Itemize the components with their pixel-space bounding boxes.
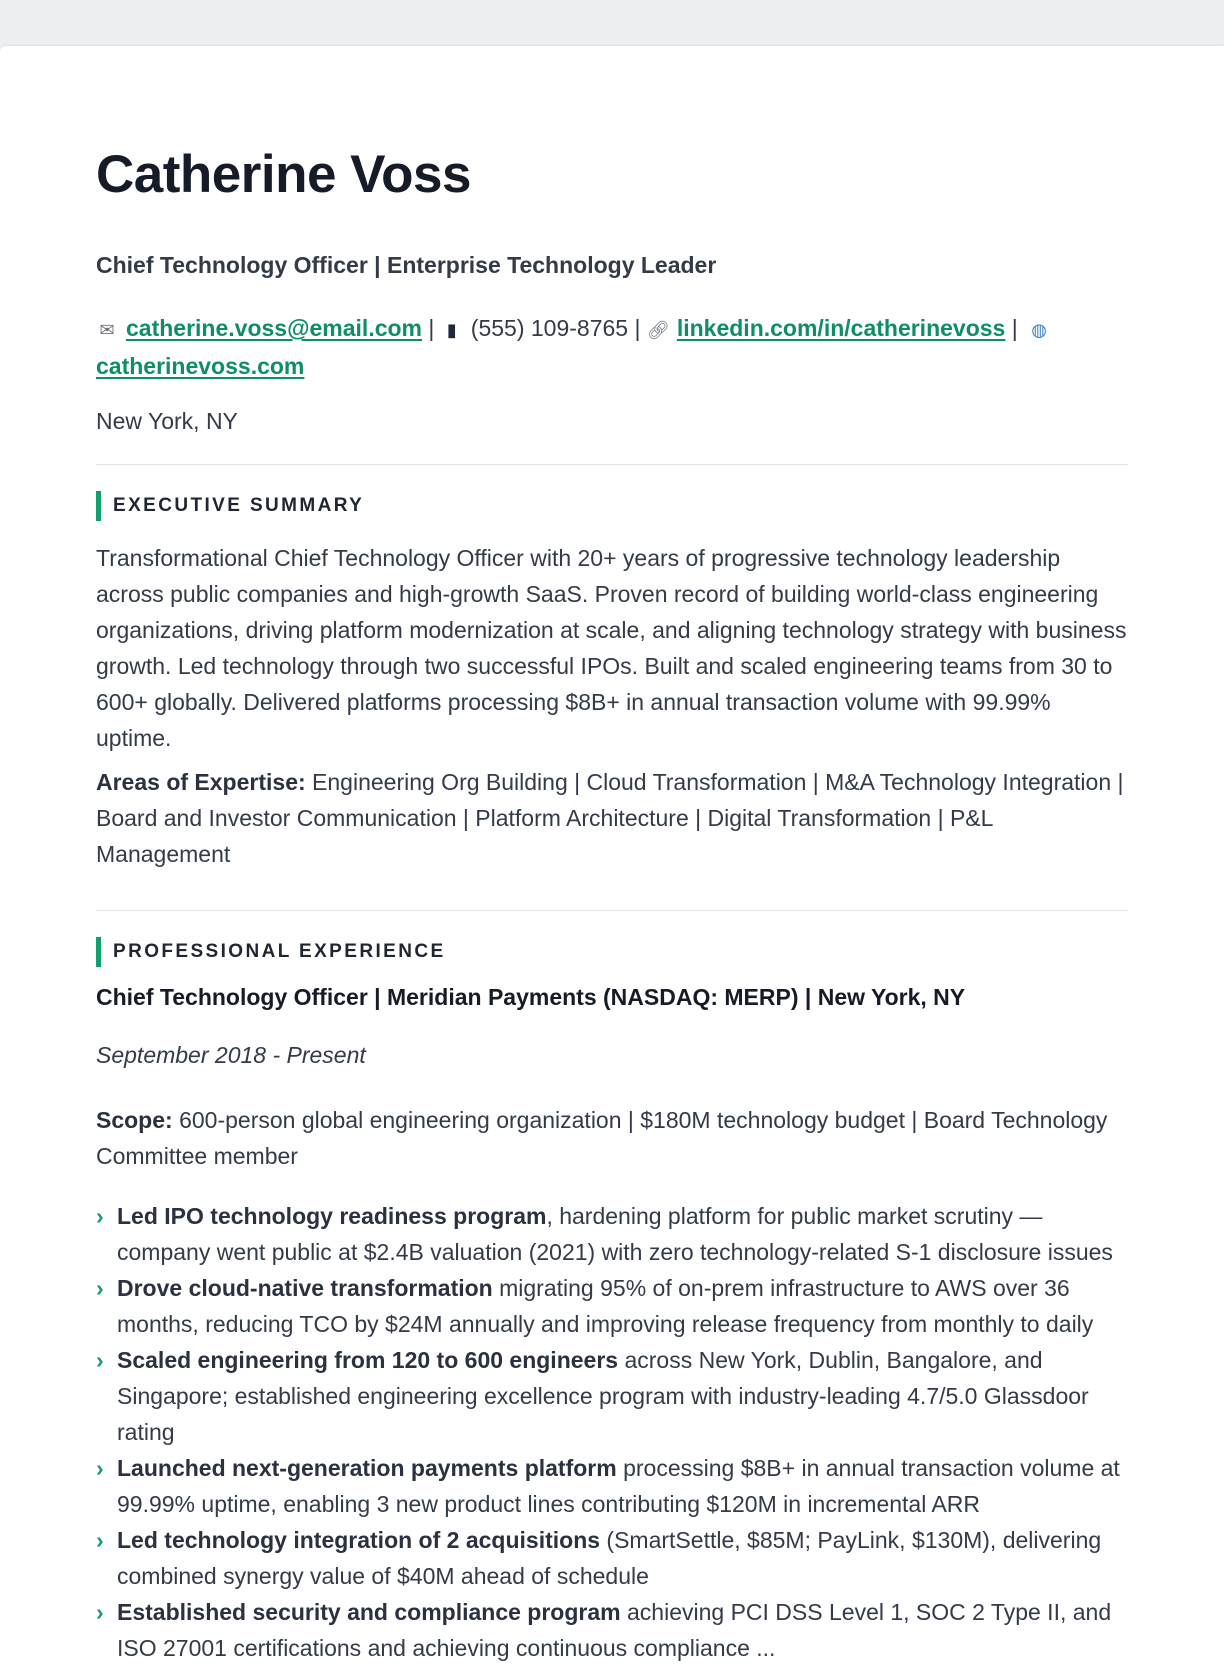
achievement-item [96, 1198, 1128, 1270]
achievement-highlight: Led technology integration of 2 acquisitions [117, 1527, 601, 1553]
achievement-text: achieving PCI DSS Level 1, SOC 2 Type II, and ISO 27001 certifications and achieving continuous compliance ... [117, 1599, 1112, 1661]
chevron-right-icon: › [96, 1527, 104, 1553]
chevron-right-icon: › [96, 1599, 104, 1625]
achievement-highlight: Launched next-generation payments platform [117, 1455, 617, 1481]
scope-text: 600-person global engineering organization | $180M technology budget | Board Technology Committee member [96, 1107, 1108, 1169]
resume-page [0, 46, 1224, 1680]
achievement-item [96, 1522, 1128, 1594]
achievement-item [96, 1594, 1128, 1666]
achievement-list [96, 1198, 1128, 1666]
section-title-experience: PROFESSIONAL EXPERIENCE [96, 937, 446, 967]
link-icon: 🔗︎ [646, 320, 670, 340]
browser-top-bar [0, 0, 1224, 46]
phone-number: (555) 109-8765 [470, 315, 629, 341]
contact-separator: | [628, 315, 647, 341]
chevron-right-icon: › [96, 1347, 104, 1373]
expertise-list: Engineering Org Building | Cloud Transformation | M&A Technology Integration | Board and Investor Communication | Platform Architecture | Digital Transformation | P&L Management [96, 769, 1124, 867]
section-divider [96, 464, 1128, 465]
achievement-item [96, 1270, 1128, 1342]
website-link[interactable]: catherinevoss.com [96, 353, 305, 379]
expertise-label: Areas of Expertise: [96, 769, 306, 795]
linkedin-link[interactable]: linkedin.com/in/catherinevoss [676, 315, 1006, 341]
job-title: Chief Technology Officer | Meridian Payments (NASDAQ: MERP) | New York, NY [96, 984, 966, 1010]
achievement-highlight: Established security and compliance program [117, 1599, 621, 1625]
achievement-item [96, 1342, 1128, 1450]
achievement-text: processing $8B+ in annual transaction volume at 99.99% uptime, enabling 3 new product lines contributing $120M in incremental ARR [117, 1455, 1120, 1517]
contact-line [96, 310, 1128, 384]
achievement-text: migrating 95% of on-prem infrastructure to AWS over 36 months, reducing TCO by $24M annually and improving release frequency from monthly to daily [117, 1275, 1094, 1337]
achievement-highlight: Led IPO technology readiness program [117, 1203, 547, 1229]
location: New York, NY [96, 408, 238, 434]
section-title-summary: EXECUTIVE SUMMARY [96, 491, 364, 521]
phone-icon: ▮ [446, 320, 457, 340]
achievement-highlight: Scaled engineering from 120 to 600 engineers [117, 1347, 619, 1373]
job-dates: September 2018 - Present [96, 1042, 366, 1068]
achievement-text: (SmartSettle, $85M; PayLink, $130M), delivering combined synergy value of $40M ahead of schedule [117, 1527, 1102, 1589]
areas-of-expertise [96, 764, 1128, 872]
achievement-item [96, 1450, 1128, 1522]
email-icon: ✉ [99, 320, 115, 340]
chevron-right-icon: › [96, 1275, 104, 1301]
scope-label: Scope: [96, 1107, 173, 1133]
section-divider [96, 910, 1128, 911]
candidate-name: Catherine Voss [96, 145, 471, 204]
candidate-headline: Chief Technology Officer | Enterprise Technology Leader [96, 252, 717, 278]
achievement-text: , hardening platform for public market scrutiny — company went public at $2.4B valuation (2021) with zero technology-related S-1 disclosure issues [117, 1203, 1113, 1265]
contact-separator: | [422, 315, 441, 341]
globe-icon: ◍ [1031, 320, 1047, 340]
summary-text: Transformational Chief Technology Officer with 20+ years of progressive technology leadership across public companies and high-growth SaaS. Proven record of building world-class engineering organizations, driving platform modernization at scale, and aligning technology strategy with business growth. Led technology through two successful IPOs. Built and scaled engineering teams from 30 to 600+ globally. Delivered platforms processing $8B+ in annual transaction volume with 99.99% uptime. [96, 545, 1127, 751]
chevron-right-icon: › [96, 1203, 104, 1229]
achievement-text: across New York, Dublin, Bangalore, and Singapore; established engineering excellence program with industry-leading 4.7/5.0 Glassdoor rating [117, 1347, 1089, 1445]
contact-separator: | [1005, 315, 1025, 341]
achievement-highlight: Drove cloud-native transformation [117, 1275, 493, 1301]
email-link[interactable]: catherine.voss@email.com [126, 315, 423, 341]
chevron-right-icon: › [96, 1455, 104, 1481]
job-scope [96, 1102, 1128, 1174]
